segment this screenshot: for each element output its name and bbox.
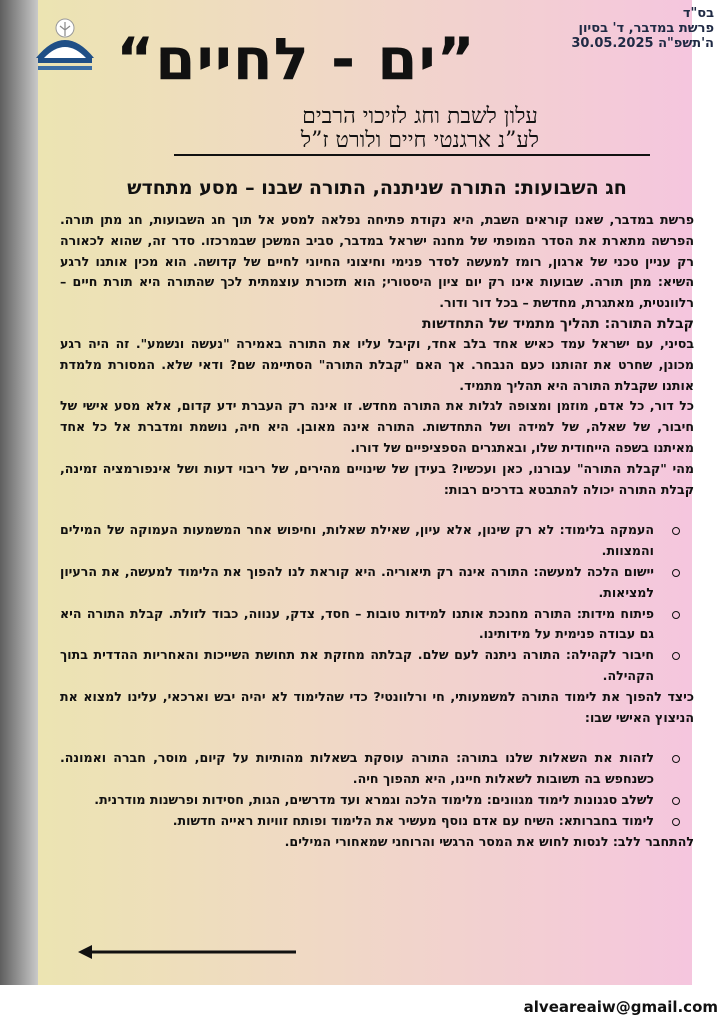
paragraph-how-to: כיצד להפוך את לימוד התורה למשמעותי, חי ורלוונטי? כדי שהלימוד לא יהיה יבש וארכאי, עלינו למצוא את הניצוץ האישי שבו: [60,688,694,725]
contact-email: alveareaiw@gmail.com [523,998,718,1016]
left-gray-strip [0,0,38,985]
paragraph-question: מהי "קבלת התורה" עבורנו, כאן ועכשיו? בעידן של שינויים מהירים, של ריבוי דעות ושל אינפורמציה זמינה, קבלת התורה יכולה להתבטא בדרכים רבות: [60,460,694,497]
bullet-list-1 [60,520,694,686]
divider-line [174,154,650,156]
year-date-label: ה'תשפ"ה 30.05.2025 [571,36,714,51]
paragraph-sinai: בסיני, עם ישראל עמד כאיש אחד בלב אחד, וקיבל עליו את התורה באמירה "נעשה ונשמע". זה היה רגע מכונן, שחרט את זהותנו כעם הנבחר. אך האם "קבלת התורה" הסתיימה שם? ודאי שלא. המסורת מלמדת אותנו שקבלת התורה היא תהליך מתמיד. [60,335,694,393]
article-body [60,210,694,852]
list-item: העמקה בלימוד: לא רק שינון, אלא עיון, שאילת שאלות, וחיפוש אחר המשמעות העמוקה של המילים והמצוות. [60,520,654,562]
article-title: חג השבועות: התורה שניתנה, התורה שבנו – מסע מתחדש [127,177,627,199]
intro-paragraph: פרשת במדבר, שאנו קוראים השבת, היא נקודת פתיחה נפלאה למסע אל תוך חג השבועות, חג מתן תורה. הפרשה מתארת את הסדר המופתי של מחנה ישראל במדבר, סביב המשכן שבמרכזו. סדר זה, שהוא לכאורה רק עניין טכני של ארגון, רומז למעשה לסדר פנימי וחיצוני החיוני לחיים של קדושה. הוא מכין אותנו לרגע השיא: מתן תורה. שבועות אינו רק יום ציון היסטורי; הוא תזכורת עוצמתית לכך שהתורה היא תורת חיים – רלוונטית, מאתגרת, מחדשת – בכל דור ודור. [60,212,694,311]
closing-line: להתחבר ללב: לנסות לחוש את המסר הרגשי והרוחני שמאחורי המילים. [284,833,694,849]
spacer [60,728,694,748]
list-item: יישום הלכה למעשה: התורה אינה רק תיאוריה. היא קוראת לנו להפוך את הלימוד למעשה, את הרעיון למציאות. [60,562,654,604]
paragraph-every-generation: כל דור, כל אדם, מוזמן ומצופה לגלות את התורה מחדש. זו אינה רק העברת ידע קדום, אלא מסע אישי של חיבור, של שאלה, של למידה ושל התחדשות. התורה אינה מאובן. היא חיה, נושמת ומדברת אל כל אחד מאיתנו בשפה הייחודית שלו, ובאתגרים הספציפיים של דורו. [60,398,694,455]
list-item: פיתוח מידות: התורה מחנכת אותנו למידות טובות – חסד, צדק, ענווה, כבוד לזולת. קבלת התורה היא גם עבודה פנימית על מידותינו. [60,604,654,646]
date-header [571,6,714,51]
list-item: לימוד בחברותא: השיח עם אדם נוסף מעשיר את הלימוד ופותח זוויות ראייה חדשות. [60,811,654,832]
spacer [60,500,694,520]
subtitle-dedication: עלון לשבת וחג לזיכוי הרבים [302,104,538,129]
arrow-left-icon [78,943,298,961]
parasha-label: פרשת במדבר, ד' בסיון [578,21,714,36]
bsd-label: בס"ד [682,6,714,21]
list-item: לשלב סגנונות לימוד מגוונים: מלימוד הלכה וגמרא ועד מדרשים, הגות, חסידות ופרשנות מודרנית. [60,790,654,811]
bullet-list-2 [60,748,694,831]
list-item: חיבור לקהילה: התורה ניתנה לעם שלם. קבלתה מחזקת את תחושת השייכות והאחריות ההדדית בתוך הקהילה. [60,645,654,687]
subtitle-memorial: לע”נ ארגנטי חיים ולורט ז”ל [300,128,540,153]
main-title: ”ים - לחיים“ [116,25,476,93]
section-subheading: קבלת התורה: תהליך מתמיד של התחדשות [421,315,694,332]
list-item: לזהות את השאלות שלנו בתורה: התורה עוסקת בשאלות מהותיות על קיום, מוסר, חברה ואמונה. כשנחפש בה תשובות לשאלות חיינו, היא תהפוך חיה. [60,748,654,790]
